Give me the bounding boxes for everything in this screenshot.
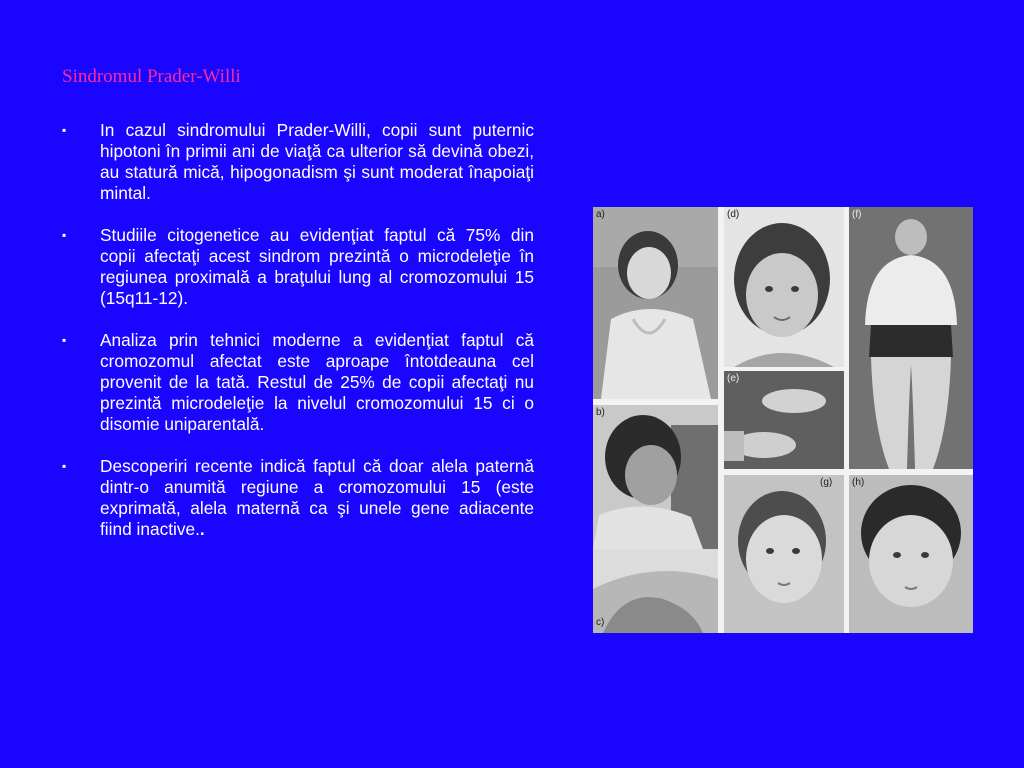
baby-face-h-illustration	[849, 475, 973, 633]
bullet-text: Studiile citogenetice au evidenţiat faptul că 75% din copii afectaţi acest sindrom prezintă o microdeleţie în regiunea proximală a braţului lung al cromozomului 15 (15q11-12).	[100, 225, 534, 308]
girl-face-illustration	[724, 207, 844, 367]
photo-panel-b	[593, 405, 718, 549]
bullet-square-icon: ▪	[62, 459, 67, 473]
photo-panel-c	[593, 549, 718, 633]
bullet-square-icon: ▪	[62, 228, 67, 242]
panel-label-g: (g)	[820, 477, 833, 488]
photo-panel-g	[724, 475, 844, 633]
boy-torso-illustration	[593, 549, 718, 633]
photo-panel-d	[724, 207, 844, 367]
panel-label-b: b)	[596, 407, 605, 418]
bullet-text: Analiza prin tehnici moderne a evidenţiat faptul că cromozomul afectat este aproape întotdeauna cel provenit de la tată. Restul de 25% de copii afectaţi nu prezintă microdeleţie la nivelul cromozomului 15 ci o disomie uniparentală.	[100, 330, 534, 434]
bullet-list	[62, 120, 534, 561]
panel-label-h: (h)	[852, 477, 865, 488]
bullet-text: Descoperiri recente indică faptul că doar alela paternă dintr-o anumită regiune a cromozomului 15 (este exprimată, alela maternă ca şi unele gene adiacente fiind inactive.	[100, 456, 534, 539]
panel-label-c: c)	[596, 617, 605, 628]
photo-panel-e	[724, 371, 844, 469]
photo-panel-f	[849, 207, 973, 469]
woman-figure-illustration	[593, 207, 718, 399]
patient-photo-collage	[593, 207, 973, 633]
bullet-item	[62, 120, 534, 204]
bullet-square-icon: ▪	[62, 123, 67, 137]
panel-label-d: (d)	[727, 209, 740, 220]
bullet-item: ▪ Descoperiri recente indică faptul că doar alela paternă dintr-o anumită regiune a cromozomului 15 (este exprimată, alela maternă ca şi unele gene adiacente fiind inactive..	[62, 456, 534, 539]
bullet-item	[62, 225, 534, 309]
panel-label-a: a)	[596, 209, 605, 220]
obese-body-illustration	[849, 207, 973, 469]
photo-panel-h	[849, 475, 973, 633]
boy-profile-illustration	[593, 405, 718, 549]
photo-panel-a	[593, 207, 718, 399]
panel-label-f: (f)	[852, 209, 862, 220]
slide-title: Sindromul Prader-Willi	[62, 66, 241, 87]
baby-face-g-illustration	[724, 475, 844, 633]
hands-illustration	[724, 371, 844, 469]
bullet-square-icon: ▪	[62, 333, 67, 347]
panel-label-e: (e)	[727, 373, 740, 384]
bullet-item	[62, 330, 534, 435]
bullet-text: In cazul sindromului Prader-Willi, copii sunt puternic hipotoni în primii ani de viaţă ca ulterior să devină obezi, au statură mică, hipogonadism şi sunt moderat înapoiaţi mintal.	[100, 120, 534, 203]
